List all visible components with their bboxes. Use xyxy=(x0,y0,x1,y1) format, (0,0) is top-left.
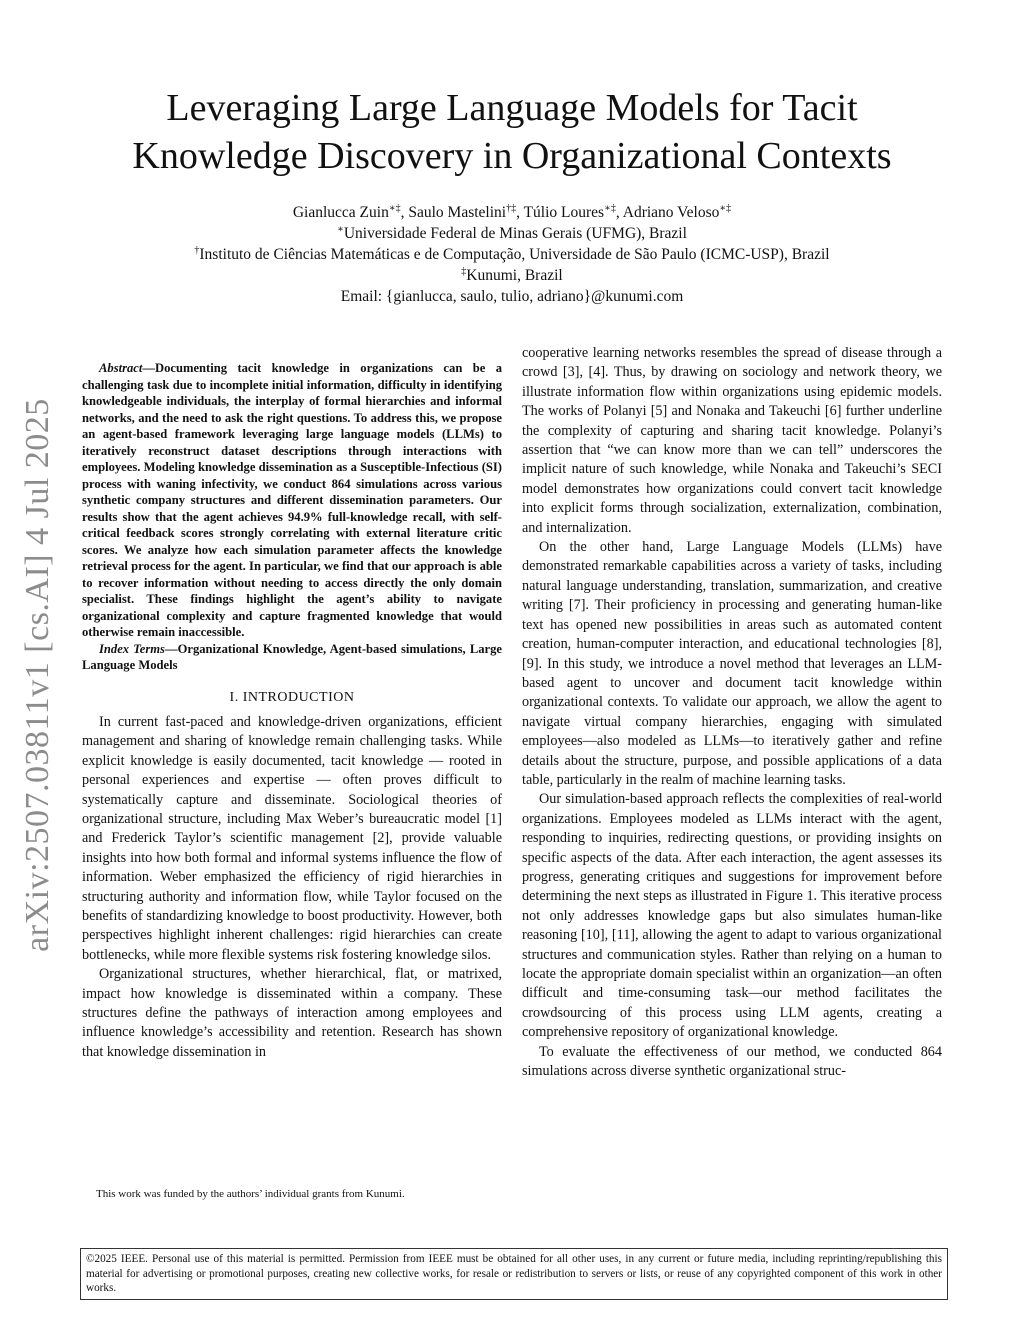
index-terms xyxy=(82,641,502,674)
author-1-marks: ∗‡ xyxy=(388,202,401,214)
funding-footnote: This work was funded by the authors’ individual grants from Kunumi. xyxy=(96,1188,405,1200)
body-paragraph: In current fast-paced and knowledge-driven organizations, efficient management and sharing of knowledge remain challenging tasks. While explicit knowledge is easily documented, tacit knowledge — rooted in personal experiences and expertise — often proves difficult to systematically capture and disseminate. Sociological theories of organizational structure, including Max Weber’s bureaucratic model [1] and Frederick Taylor’s scientific management [2], provide valuable insights into how both formal and informal systems influence the flow of information. Weber emphasized the efficiency of rigid hierarchies in structuring authority and information flow, while Taylor focused on the benefits of standardizing knowledge to boost productivity. However, both perspectives highlight inherent challenges: rigid hierarchies can create bottlenecks, while more flexible systems risk fostering knowledge silos. xyxy=(82,713,502,963)
arxiv-stamp xyxy=(12,380,64,970)
section-heading-introduction: I. INTRODUCTION xyxy=(229,689,355,705)
author-4: , Adriano Veloso xyxy=(615,204,720,221)
body-paragraph: Organizational structures, whether hierarchical, flat, or matrixed, impact how knowledge is disseminated within a company. These structures define the pathways of interaction among employees and influence knowledge’s accessibility and retention. Research has shown that knowledge dissemination in xyxy=(82,966,502,1060)
author-3-marks: ∗‡ xyxy=(604,202,616,214)
author-1: Gianlucca Zuin xyxy=(292,204,389,221)
affiliation-3-mark: ‡ xyxy=(461,265,467,277)
author-block xyxy=(60,202,964,307)
affiliation-2 xyxy=(60,244,964,265)
arxiv-stamp-text: arXiv:2507.03811v1 [cs.AI] 4 Jul 2025 xyxy=(19,398,56,952)
author-names xyxy=(60,202,964,223)
body-paragraph: To evaluate the effectiveness of our method, we conducted 864 simulations across diverse synthetic organizational struc- xyxy=(522,1043,942,1080)
abstract xyxy=(82,360,502,641)
body-paragraph: cooperative learning networks resembles the spread of disease through a crowd [3], [4]. Thus, by drawing on sociology and network theory, we illustrate information flow within organizations using epidemic models. The works of Polanyi [5] and Nonaka and Takeuchi [6] further underline the complexity of capturing and sharing tacit knowledge. Polanyi’s assertion that “we can know more than we can tell” underscores the implicit nature of such knowledge, while Nonaka and Takeuchi’s SECI model demonstrates how organizations could convert tacit knowledge into explicit forms through socialization, externalization, combination, and internalization. xyxy=(522,345,942,536)
affiliation-1 xyxy=(60,223,964,244)
affiliation-1-mark: ∗ xyxy=(337,223,344,235)
title-line-1: Leveraging Large Language Models for Tacit xyxy=(166,87,858,129)
right-column xyxy=(522,344,942,1081)
affiliation-2-mark: † xyxy=(194,244,200,256)
affiliation-2-text: Instituto de Ciências Matemáticas e de Computação, Universidade de São Paulo (ICMC-USP), Brazil xyxy=(199,246,830,263)
title-line-2: Knowledge Discovery in Organizational Contexts xyxy=(132,135,892,177)
body-paragraph: On the other hand, Large Language Models (LLMs) have demonstrated remarkable capabilities across a variety of tasks, including natural language understanding, translation, summarization, and creative writing [7]. Their proficiency in processing and generating human-like text has opened new possibilities in areas such as automated content creation, human-computer interaction, and educational technologies [8], [9]. In this study, we introduce a novel method that leverages an LLM-based agent to uncover and document tacit knowledge within organizational contexts. To validate our approach, we allow the agent to navigate virtual company hierarchies, engaging with simulated employees—also modeled as LLMs—to iteratively gather and refine details about the structure, purpose, and possible applications of a data table, particularly in the realm of machine learning tasks. xyxy=(522,539,942,788)
author-2-marks: †‡ xyxy=(506,202,517,214)
paper-title xyxy=(60,84,964,180)
index-terms-text: —Organizational Knowledge, Agent-based simulations, Large Language Models xyxy=(82,641,503,672)
abstract-text: —Documenting tacit knowledge in organizations can be a challenging task due to incomplete initial information, difficulty in identifying knowledgeable individuals, the interplay of formal hierarchies and informal networks, and the need to ask the right questions. To address this, we propose an agent-based framework leveraging large language models (LLMs) to iteratively reconstruct dataset descriptions through interactions with employees. Modeling knowledge dissemination as a Susceptible-Infectious (SI) process with waning infectivity, we conduct 864 simulations across various synthetic company structures and different dissemination parameters. Our results show that the agent achieves 94.9% full-knowledge recall, with self-critical feedback scores strongly correlating with external literature critic scores. We analyze how each simulation parameter affects the knowledge retrieval process for the agent. In particular, we find that our approach is able to recover information without needing to access directly the only domain specialist. These findings highlight the agent’s ability to navigate organizational complexity and capture fragmented knowledge that would otherwise remain inaccessible. xyxy=(82,361,502,639)
index-terms-label: Index Terms xyxy=(99,641,165,656)
author-email: Email: {gianlucca, saulo, tulio, adriano}@kunumi.com xyxy=(340,288,684,305)
author-3: , Túlio Loures xyxy=(516,204,605,221)
body-paragraph: Our simulation-based approach reflects the complexities of real-world organizations. Employees modeled as LLMs interact with the agent, responding to inquiries, redirecting questions, or providing insights on specific aspects of the data. After each interaction, the agent assesses its progress, generating critiques and suggestions for improvement before determining the next steps as illustrated in Figure 1. This iterative process not only addresses knowledge gaps but also simulates human-like reasoning [10], [11], allowing the agent to adapt to various organizational structures and communication styles. Rather than relying on a human to locate the appropriate domain specialist within an organization—an often difficult and time-consuming task—our method facilitates the crowdsourcing of this process using LLM agents, creating a comprehensive repository of organizational knowledge. xyxy=(522,791,942,1041)
affiliation-1-text: Universidade Federal de Minas Gerais (UFMG), Brazil xyxy=(343,225,687,242)
author-4-marks: ∗‡ xyxy=(719,202,732,214)
affiliation-3-text: Kunumi, Brazil xyxy=(466,267,563,284)
copyright-notice: ©2025 IEEE. Personal use of this material is permitted. Permission from IEEE must be obtained for all other uses, in any current or future media, including reprinting/republishing this material for advertising or promotional purposes, creating new collective works, for resale or redistribution to servers or lists, or reuse of any copyrighted component of this work in other works. xyxy=(80,1248,948,1300)
author-2: , Saulo Mastelini xyxy=(400,204,507,221)
affiliation-3 xyxy=(60,265,964,286)
left-column xyxy=(82,360,502,1062)
abstract-label: Abstract xyxy=(99,361,143,375)
